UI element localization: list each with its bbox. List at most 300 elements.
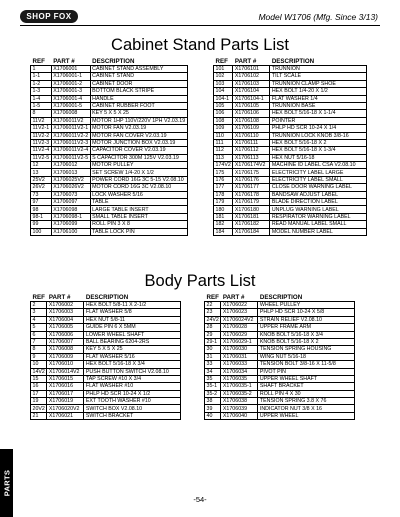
ref-cell: 1-1 xyxy=(31,73,52,80)
table-row xyxy=(214,110,367,117)
part-number-cell: X1706113 xyxy=(233,154,270,161)
table-row xyxy=(214,132,367,139)
description-cell: POWER CORD 16G 3C 5-15 V2.08.10 xyxy=(90,176,187,183)
part-number-cell: X1706098 xyxy=(51,206,90,213)
part-number-cell: X1706035-1 xyxy=(221,383,258,390)
table-row xyxy=(205,390,355,397)
description-cell: MOTOR CORD 16G 3C V2.08.10 xyxy=(90,184,187,191)
description-cell: SHAFT BRACKET xyxy=(258,383,355,390)
part-number-cell: X1706021 xyxy=(47,412,84,419)
description-cell: HANDLE xyxy=(90,95,187,102)
body-parts-table-left xyxy=(30,294,181,420)
part-number-cell: X1706098-1 xyxy=(51,213,90,220)
part-number-cell: X1706010 xyxy=(47,361,84,368)
part-number-cell: X1706006 xyxy=(47,331,84,338)
description-cell: WHEEL PULLEY xyxy=(258,302,355,309)
ref-cell: 8 xyxy=(31,110,52,117)
description-cell: PIVOT PIN xyxy=(258,368,355,375)
description-cell: LOWER WHEEL SHAFT xyxy=(84,331,181,338)
ref-cell: 35-2 xyxy=(205,390,221,397)
column-header: REF xyxy=(215,58,228,65)
ref-cell: 31 xyxy=(205,353,221,360)
description-cell: BLADE DIRECTION LABEL xyxy=(270,199,367,206)
column-header: DESCRIPTION xyxy=(92,58,135,65)
part-number-cell: X1706022 xyxy=(221,302,258,309)
table-row xyxy=(31,125,188,132)
part-number-cell: X1706001 xyxy=(51,66,90,73)
description-cell: MOTOR JUNCTION BOX V2.03.19 xyxy=(90,139,187,146)
table-row xyxy=(205,353,355,360)
ref-cell: 100 xyxy=(31,228,52,235)
ref-cell: 108 xyxy=(214,117,233,124)
table-row xyxy=(205,398,355,405)
description-cell: HEX BOLT 5/16-18 X 3/4 xyxy=(84,361,181,368)
table-row xyxy=(31,199,188,206)
page-number: -54- xyxy=(193,495,207,504)
ref-cell: 177 xyxy=(214,184,233,191)
ref-cell: 106 xyxy=(214,110,233,117)
description-cell: HEX BOLT 5/16-18 X 2 xyxy=(270,139,367,146)
part-number-cell: X1706035-2 xyxy=(221,390,258,397)
ref-cell: 24V2 xyxy=(206,316,219,323)
table-row xyxy=(205,316,355,323)
table-row xyxy=(214,199,367,206)
part-number-cell: X1706012 xyxy=(51,162,90,169)
description-cell: TRUNNION CLAMP SHOE xyxy=(270,80,367,87)
ref-cell: 34 xyxy=(205,368,221,375)
part-number-cell: X1706100 xyxy=(51,228,90,235)
table-row xyxy=(31,169,188,176)
ref-cell: 35-1 xyxy=(205,383,221,390)
ref-cell: 13 xyxy=(31,169,52,176)
ref-cell: 12 xyxy=(31,162,52,169)
part-number-cell: X1706174V2 xyxy=(233,162,270,169)
part-number-cell: X1706011V2-4 xyxy=(53,147,89,154)
description-cell: WING NUT 5/16-18 xyxy=(258,353,355,360)
ref-cell: 14V2 xyxy=(32,368,45,375)
table-row xyxy=(205,346,355,353)
table-row xyxy=(31,110,188,117)
body-parts-table-right xyxy=(204,294,355,420)
table-row xyxy=(205,368,355,375)
table-row xyxy=(205,302,355,309)
table-row xyxy=(31,405,181,412)
table-row xyxy=(31,338,181,345)
ref-cell: 11V2-3 xyxy=(32,140,50,146)
table-row xyxy=(31,102,188,109)
table-row xyxy=(31,324,181,331)
ref-cell: 113 xyxy=(214,154,233,161)
description-cell: UPPER FRAME ARM xyxy=(258,324,355,331)
column-header: PART # xyxy=(222,294,245,301)
header-rule xyxy=(20,25,380,26)
table-row xyxy=(214,139,367,146)
part-number-cell: X1706073 xyxy=(51,191,90,198)
description-cell: TABLE LOCK PIN xyxy=(90,228,187,235)
table-row xyxy=(31,316,181,323)
ref-cell: 103 xyxy=(214,80,233,87)
description-cell: TENSION SPRING 3.8 X 76 xyxy=(258,398,355,405)
table-row xyxy=(31,95,188,102)
part-number-cell: X1706002 xyxy=(47,302,84,309)
description-cell: SWITCH BRACKET xyxy=(84,412,181,419)
part-number-cell: X1706034 xyxy=(221,368,258,375)
description-cell: CLOSE DOOR WARNING LABEL xyxy=(270,184,367,191)
description-cell: UPPER WHEEL xyxy=(258,412,355,419)
description-cell: UNPLUG WARNING LABEL xyxy=(270,206,367,213)
description-cell: BANDSAW ADJUST LABEL xyxy=(270,191,367,198)
table-row xyxy=(31,375,181,382)
ref-cell: 180 xyxy=(214,206,233,213)
ref-cell: 174V2 xyxy=(215,162,231,169)
description-cell: UPPER WHEEL SHAFT xyxy=(258,375,355,382)
part-number-cell: X1706030 xyxy=(221,346,258,353)
ref-cell: 3 xyxy=(31,309,47,316)
ref-cell: 102 xyxy=(214,73,233,80)
table-row xyxy=(31,383,181,390)
description-cell: MOTOR FAN COVER V2.03.19 xyxy=(90,132,187,139)
part-number-cell: X1706001-3 xyxy=(51,88,90,95)
ref-cell: 15 xyxy=(31,375,47,382)
description-cell: HEX BOLT 5/16-18 X 1-1/4 xyxy=(270,110,367,117)
description-cell: CABINET RUBBER FOOT xyxy=(90,102,187,109)
ref-cell: 40 xyxy=(205,412,221,419)
description-cell: MODEL NUMBER LABEL xyxy=(270,228,367,235)
description-cell: CAPACITOR COVER V2.03.19 xyxy=(90,147,187,154)
description-cell: HEX NUT 5/8-11 xyxy=(84,316,181,323)
ref-cell: 97 xyxy=(31,199,52,206)
description-cell: READ MANUAL LABEL SMALL xyxy=(270,221,367,228)
body-title: Body Parts List xyxy=(144,272,256,290)
table-row xyxy=(31,206,188,213)
ref-cell: 6 xyxy=(31,331,47,338)
part-number-cell: X1706025V2 xyxy=(51,176,90,183)
part-number-cell: X1706038 xyxy=(221,398,258,405)
description-cell: KNOB BOLT 5/16-18 X 2 xyxy=(258,338,355,345)
description-cell: LOCK WASHER 5/16 xyxy=(90,191,187,198)
table-row xyxy=(31,309,181,316)
description-cell: ELECTRICITY LABEL LARGE xyxy=(270,169,367,176)
ref-cell: 30 xyxy=(205,346,221,353)
column-header: PART # xyxy=(53,58,75,65)
description-cell: RESPIRATOR WARNING LABEL xyxy=(270,213,367,220)
ref-cell: 26V2 xyxy=(31,184,52,191)
part-number-cell: X1706013 xyxy=(51,169,90,176)
ref-cell: 9 xyxy=(31,353,47,360)
description-cell: MOTOR PULLEY xyxy=(90,162,187,169)
column-header: PART # xyxy=(234,58,257,65)
description-cell: TABLE xyxy=(90,199,187,206)
ref-cell: 11V2-4 xyxy=(32,147,50,154)
ref-cell: 21 xyxy=(31,412,47,419)
table-row xyxy=(31,368,181,375)
ref-cell: 99 xyxy=(31,221,52,228)
table-row xyxy=(205,324,355,331)
table-row xyxy=(214,117,367,124)
part-number-cell: X1706103 xyxy=(233,80,270,87)
ref-cell: 16 xyxy=(31,383,47,390)
table-row xyxy=(214,228,367,235)
part-number-cell: X1706005 xyxy=(47,324,84,331)
part-number-cell: X1706011V2-2 xyxy=(53,132,89,139)
description-cell: INDICATOR NUT 3/8 X 16 xyxy=(258,405,355,412)
ref-cell: 104-1 xyxy=(214,95,233,102)
table-row xyxy=(205,405,355,412)
description-cell: FLAT WASHER 1/4 xyxy=(270,95,367,102)
description-cell: LARGE TABLE INSERT xyxy=(90,206,187,213)
parts-side-tab xyxy=(0,449,13,517)
ref-cell: 11V2-5 xyxy=(32,154,50,161)
ref-cell: 7 xyxy=(31,338,47,345)
description-cell: ROLL PIN 3 X 8 xyxy=(90,221,187,228)
ref-cell: 73 xyxy=(31,191,52,198)
table-row xyxy=(31,80,188,87)
ref-cell: 22 xyxy=(205,302,221,309)
ref-cell: 110 xyxy=(214,132,233,139)
part-number-cell: X1706031 xyxy=(221,353,258,360)
part-number-cell: X1706181 xyxy=(233,213,270,220)
ref-cell: 11V2-2 xyxy=(32,132,50,139)
part-number-cell: X1706004 xyxy=(47,316,84,323)
ref-cell: 5 xyxy=(31,324,47,331)
part-number-cell: X1706020V2 xyxy=(47,405,84,412)
ref-cell: 1 xyxy=(31,66,52,73)
description-cell: FLAT WASHER 5/16 xyxy=(84,353,181,360)
table-row xyxy=(31,73,188,80)
table-row xyxy=(31,147,188,154)
ref-cell: 98 xyxy=(31,206,52,213)
ref-cell: 104 xyxy=(214,88,233,95)
description-cell: HEX NUT 5/16-18 xyxy=(270,154,367,161)
table-row xyxy=(214,147,367,154)
description-cell: HEX BOLT 5/16-18 X 1-3/4 xyxy=(270,147,367,154)
part-number-cell: X1706017 xyxy=(47,390,84,397)
description-cell: MOTOR FAN V2.03.19 xyxy=(90,125,187,132)
part-number-cell: X1706105 xyxy=(233,102,270,109)
table-row xyxy=(205,309,355,316)
table-row xyxy=(31,154,188,161)
ref-cell: 11V2-1 xyxy=(32,125,50,132)
description-cell: BOTTOM BLACK STRIPE xyxy=(90,88,187,95)
description-cell: CABINET STAND ASSEMBLY xyxy=(90,66,187,73)
description-cell: BALL BEARING 6204-2RS xyxy=(84,338,181,345)
table-row xyxy=(205,412,355,419)
part-number-cell: X1706008 xyxy=(51,110,90,117)
part-number-cell: X1706104-1 xyxy=(233,95,270,102)
table-row xyxy=(205,338,355,345)
table-row xyxy=(31,117,188,124)
ref-cell: 25V2 xyxy=(31,176,52,183)
table-header-row xyxy=(214,58,367,66)
part-number-cell: X1706001-2 xyxy=(51,80,90,87)
column-header: DESCRIPTION xyxy=(271,58,315,65)
table-row xyxy=(205,361,355,368)
description-cell: S CAPACITOR 300M 125V V2.03.19 xyxy=(90,154,187,161)
part-number-cell: X1706106 xyxy=(233,110,270,117)
column-header: REF xyxy=(32,294,45,301)
ref-cell: 1-3 xyxy=(31,88,52,95)
description-cell: PUSH BUTTON SWITCH V2.08.10 xyxy=(84,368,181,375)
ref-cell: 181 xyxy=(214,213,233,220)
ref-cell: 101 xyxy=(214,66,233,73)
part-number-cell: X1706112 xyxy=(233,147,270,154)
table-row xyxy=(31,398,181,405)
table-row xyxy=(214,95,367,102)
part-number-cell: X1706026V2 xyxy=(51,184,90,191)
part-number-cell: X1706110 xyxy=(233,132,270,139)
table-header-row xyxy=(31,58,188,66)
part-number-cell: X1706097 xyxy=(51,199,90,206)
part-number-cell: X1706029 xyxy=(221,331,258,338)
ref-cell: 1-2 xyxy=(31,80,52,87)
part-number-cell: X1706019 xyxy=(47,398,84,405)
part-number-cell: X1706102 xyxy=(233,73,270,80)
ref-cell: 4 xyxy=(31,316,47,323)
ref-cell: 19 xyxy=(31,398,47,405)
part-number-cell: X1706101 xyxy=(233,66,270,73)
ref-cell: 182 xyxy=(214,221,233,228)
description-cell: KEY 5 X 5 X 25 xyxy=(90,110,187,117)
ref-cell: 35 xyxy=(205,375,221,382)
part-number-cell: X1706184 xyxy=(233,228,270,235)
part-number-cell: X1706179 xyxy=(233,199,270,206)
part-number-cell: X1706035 xyxy=(221,375,258,382)
table-row xyxy=(31,221,188,228)
part-number-cell: X1706178 xyxy=(233,191,270,198)
table-row xyxy=(31,302,181,309)
ref-cell: 39 xyxy=(205,405,221,412)
description-cell: KNOB BOLT 5/16-18 X 3/4 xyxy=(258,331,355,338)
ref-cell: 111 xyxy=(214,139,233,146)
table-row xyxy=(31,88,188,95)
table-row xyxy=(214,206,367,213)
description-cell: HEX BOLT 5/8-11 X 2-1/2 xyxy=(84,302,181,309)
table-row xyxy=(214,176,367,183)
part-number-cell: X1706014V2 xyxy=(47,368,84,375)
table-row xyxy=(31,132,188,139)
table-row xyxy=(31,162,188,169)
part-number-cell: X1706015 xyxy=(47,375,84,382)
description-cell: TENSION BOLT 3/8-16 X 11-5/8 xyxy=(258,361,355,368)
part-number-cell: X1706029-1 xyxy=(221,338,258,345)
column-header: REF xyxy=(206,294,219,301)
column-header: PART # xyxy=(48,294,71,301)
shop-fox-logo: SHOP FOX xyxy=(20,10,78,23)
description-cell: TILT SCALE xyxy=(270,73,367,80)
table-row xyxy=(214,80,367,87)
ref-cell: 17 xyxy=(31,390,47,397)
description-cell: EXT TOOTH WASHER #10 xyxy=(84,398,181,405)
table-row xyxy=(214,102,367,109)
table-row xyxy=(31,228,188,235)
table-row xyxy=(214,169,367,176)
ref-cell: 112 xyxy=(214,147,233,154)
model-label: Model W1706 (Mfg. Since 3/13) xyxy=(258,12,378,22)
ref-cell: 20V2 xyxy=(32,405,45,412)
part-number-cell: X1706109 xyxy=(233,125,270,132)
part-number-cell: X1706001-1 xyxy=(51,73,90,80)
part-number-cell: X1706001-5 xyxy=(51,102,90,109)
part-number-cell: X1706011V2-3 xyxy=(53,140,89,146)
cabinet-parts-table-left xyxy=(30,58,188,236)
part-number-cell: X1706104 xyxy=(233,88,270,95)
ref-cell: 11V2 xyxy=(31,117,52,124)
table-row xyxy=(31,361,181,368)
table-row xyxy=(205,375,355,382)
ref-cell: 29 xyxy=(205,331,221,338)
description-cell: TAP SCREW #10 X 3/4 xyxy=(84,375,181,382)
table-row xyxy=(31,176,188,183)
description-cell: MOTOR 1HP 110V/220V 1PH V2.03.19 xyxy=(92,117,186,124)
table-row xyxy=(31,390,181,397)
ref-cell: 178 xyxy=(214,191,233,198)
part-number-cell: X1706040 xyxy=(221,412,258,419)
part-number-cell: X1706177 xyxy=(233,184,270,191)
table-row xyxy=(214,191,367,198)
description-cell: FLAT WASHER 5/8 xyxy=(84,309,181,316)
table-row xyxy=(31,353,181,360)
table-row xyxy=(31,331,181,338)
table-row xyxy=(214,184,367,191)
table-row xyxy=(214,221,367,228)
part-number-cell: X1706011V2-5 xyxy=(53,154,89,161)
table-header-row xyxy=(31,294,181,302)
part-number-cell: X1706033 xyxy=(221,361,258,368)
cabinet-title: Cabinet Stand Parts List xyxy=(111,36,289,54)
description-cell: ROLL PIN 4 X 30 xyxy=(258,390,355,397)
part-number-cell: X1706099 xyxy=(51,221,90,228)
ref-cell: 179 xyxy=(214,199,233,206)
table-row xyxy=(214,66,367,73)
table-row xyxy=(205,331,355,338)
part-number-cell: X1706008 xyxy=(47,346,84,353)
description-cell: PHLP HD SCR 10-24 X 1/4 xyxy=(270,125,367,132)
table-row xyxy=(31,412,181,419)
part-number-cell: X1706011V2 xyxy=(51,117,90,124)
parts-side-tab-label: PARTS xyxy=(2,469,11,497)
ref-cell: 10 xyxy=(31,361,47,368)
part-number-cell: X1706180 xyxy=(233,206,270,213)
ref-cell: 33 xyxy=(205,361,221,368)
description-cell: POINTER xyxy=(270,117,367,124)
table-header-row xyxy=(205,294,355,302)
part-number-cell: X1706028 xyxy=(221,324,258,331)
cabinet-parts-table-right xyxy=(213,58,367,236)
description-cell: CABINET DOOR xyxy=(90,80,187,87)
table-row xyxy=(31,346,181,353)
description-cell: SWITCH BOX V2.08.10 xyxy=(84,405,181,412)
column-header: REF xyxy=(32,58,45,65)
table-row xyxy=(214,125,367,132)
ref-cell: 109 xyxy=(214,125,233,132)
part-number-cell: X1706003 xyxy=(47,309,84,316)
part-number-cell: X1706007 xyxy=(47,338,84,345)
table-row xyxy=(31,184,188,191)
part-number-cell: X1706016 xyxy=(47,383,84,390)
ref-cell: 1-4 xyxy=(31,95,52,102)
table-row xyxy=(214,88,367,95)
ref-cell: 1-5 xyxy=(31,102,52,109)
description-cell: FLAT WASHER #10 xyxy=(84,383,181,390)
part-number-cell: X1706011V2-1 xyxy=(53,125,89,132)
description-cell: SMALL TABLE INSERT xyxy=(90,213,187,220)
ref-cell: 28 xyxy=(205,324,221,331)
part-number-cell: X1706023 xyxy=(221,309,258,316)
ref-cell: 38 xyxy=(205,398,221,405)
table-row xyxy=(205,383,355,390)
ref-cell: 23 xyxy=(205,309,221,316)
ref-cell: 105 xyxy=(214,102,233,109)
